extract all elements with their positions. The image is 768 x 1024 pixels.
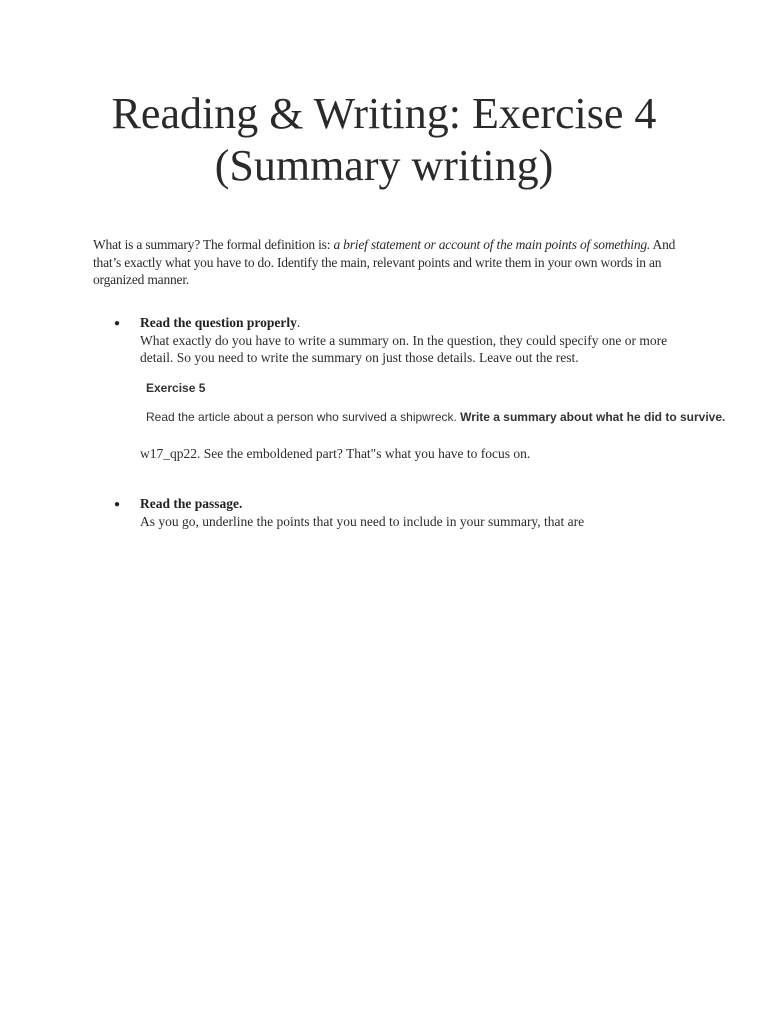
page-title: [60, 88, 708, 192]
intro-definition: a brief statement or account of the main points of something.: [333, 237, 651, 252]
intro-rest: And that’s exactly what you have to do. Identify the main, relevant points and write them in your own words in an organized manner.: [93, 237, 676, 287]
exercise-instruction: [146, 410, 736, 425]
exercise-text-bold: Write a summary about what he did to survive.: [460, 410, 726, 424]
bullet-marker: ●: [114, 318, 121, 329]
title-line-1: Reading & Writing: Exercise 4: [111, 89, 657, 138]
heading-text: Read the question properly: [140, 315, 297, 330]
list-item-body: What exactly do you have to write a summary on. In the question, they could specify one or more detail. So you need to write the summary on just those details. Leave out the rest.: [140, 333, 668, 365]
list-item-heading: Read the passage.: [140, 496, 243, 511]
intro-paragraph: [93, 236, 693, 289]
exercise-note: w17_qp22. See the emboldened part? That"s what you have to focus on.: [140, 446, 531, 461]
intro-lead: What is a summary? The formal definition is:: [93, 237, 334, 252]
list-item-body: As you go, underline the points that you need to include in your summary, that are: [140, 514, 585, 529]
bullet-marker: ●: [114, 499, 121, 510]
title-line-2: (Summary writing): [214, 141, 554, 190]
heading-suffix: .: [296, 315, 301, 330]
list-item-heading: [140, 315, 300, 331]
exercise-text-plain: Read the article about a person who survived a shipwreck.: [146, 410, 461, 424]
exercise-title: Exercise 5: [146, 381, 206, 395]
